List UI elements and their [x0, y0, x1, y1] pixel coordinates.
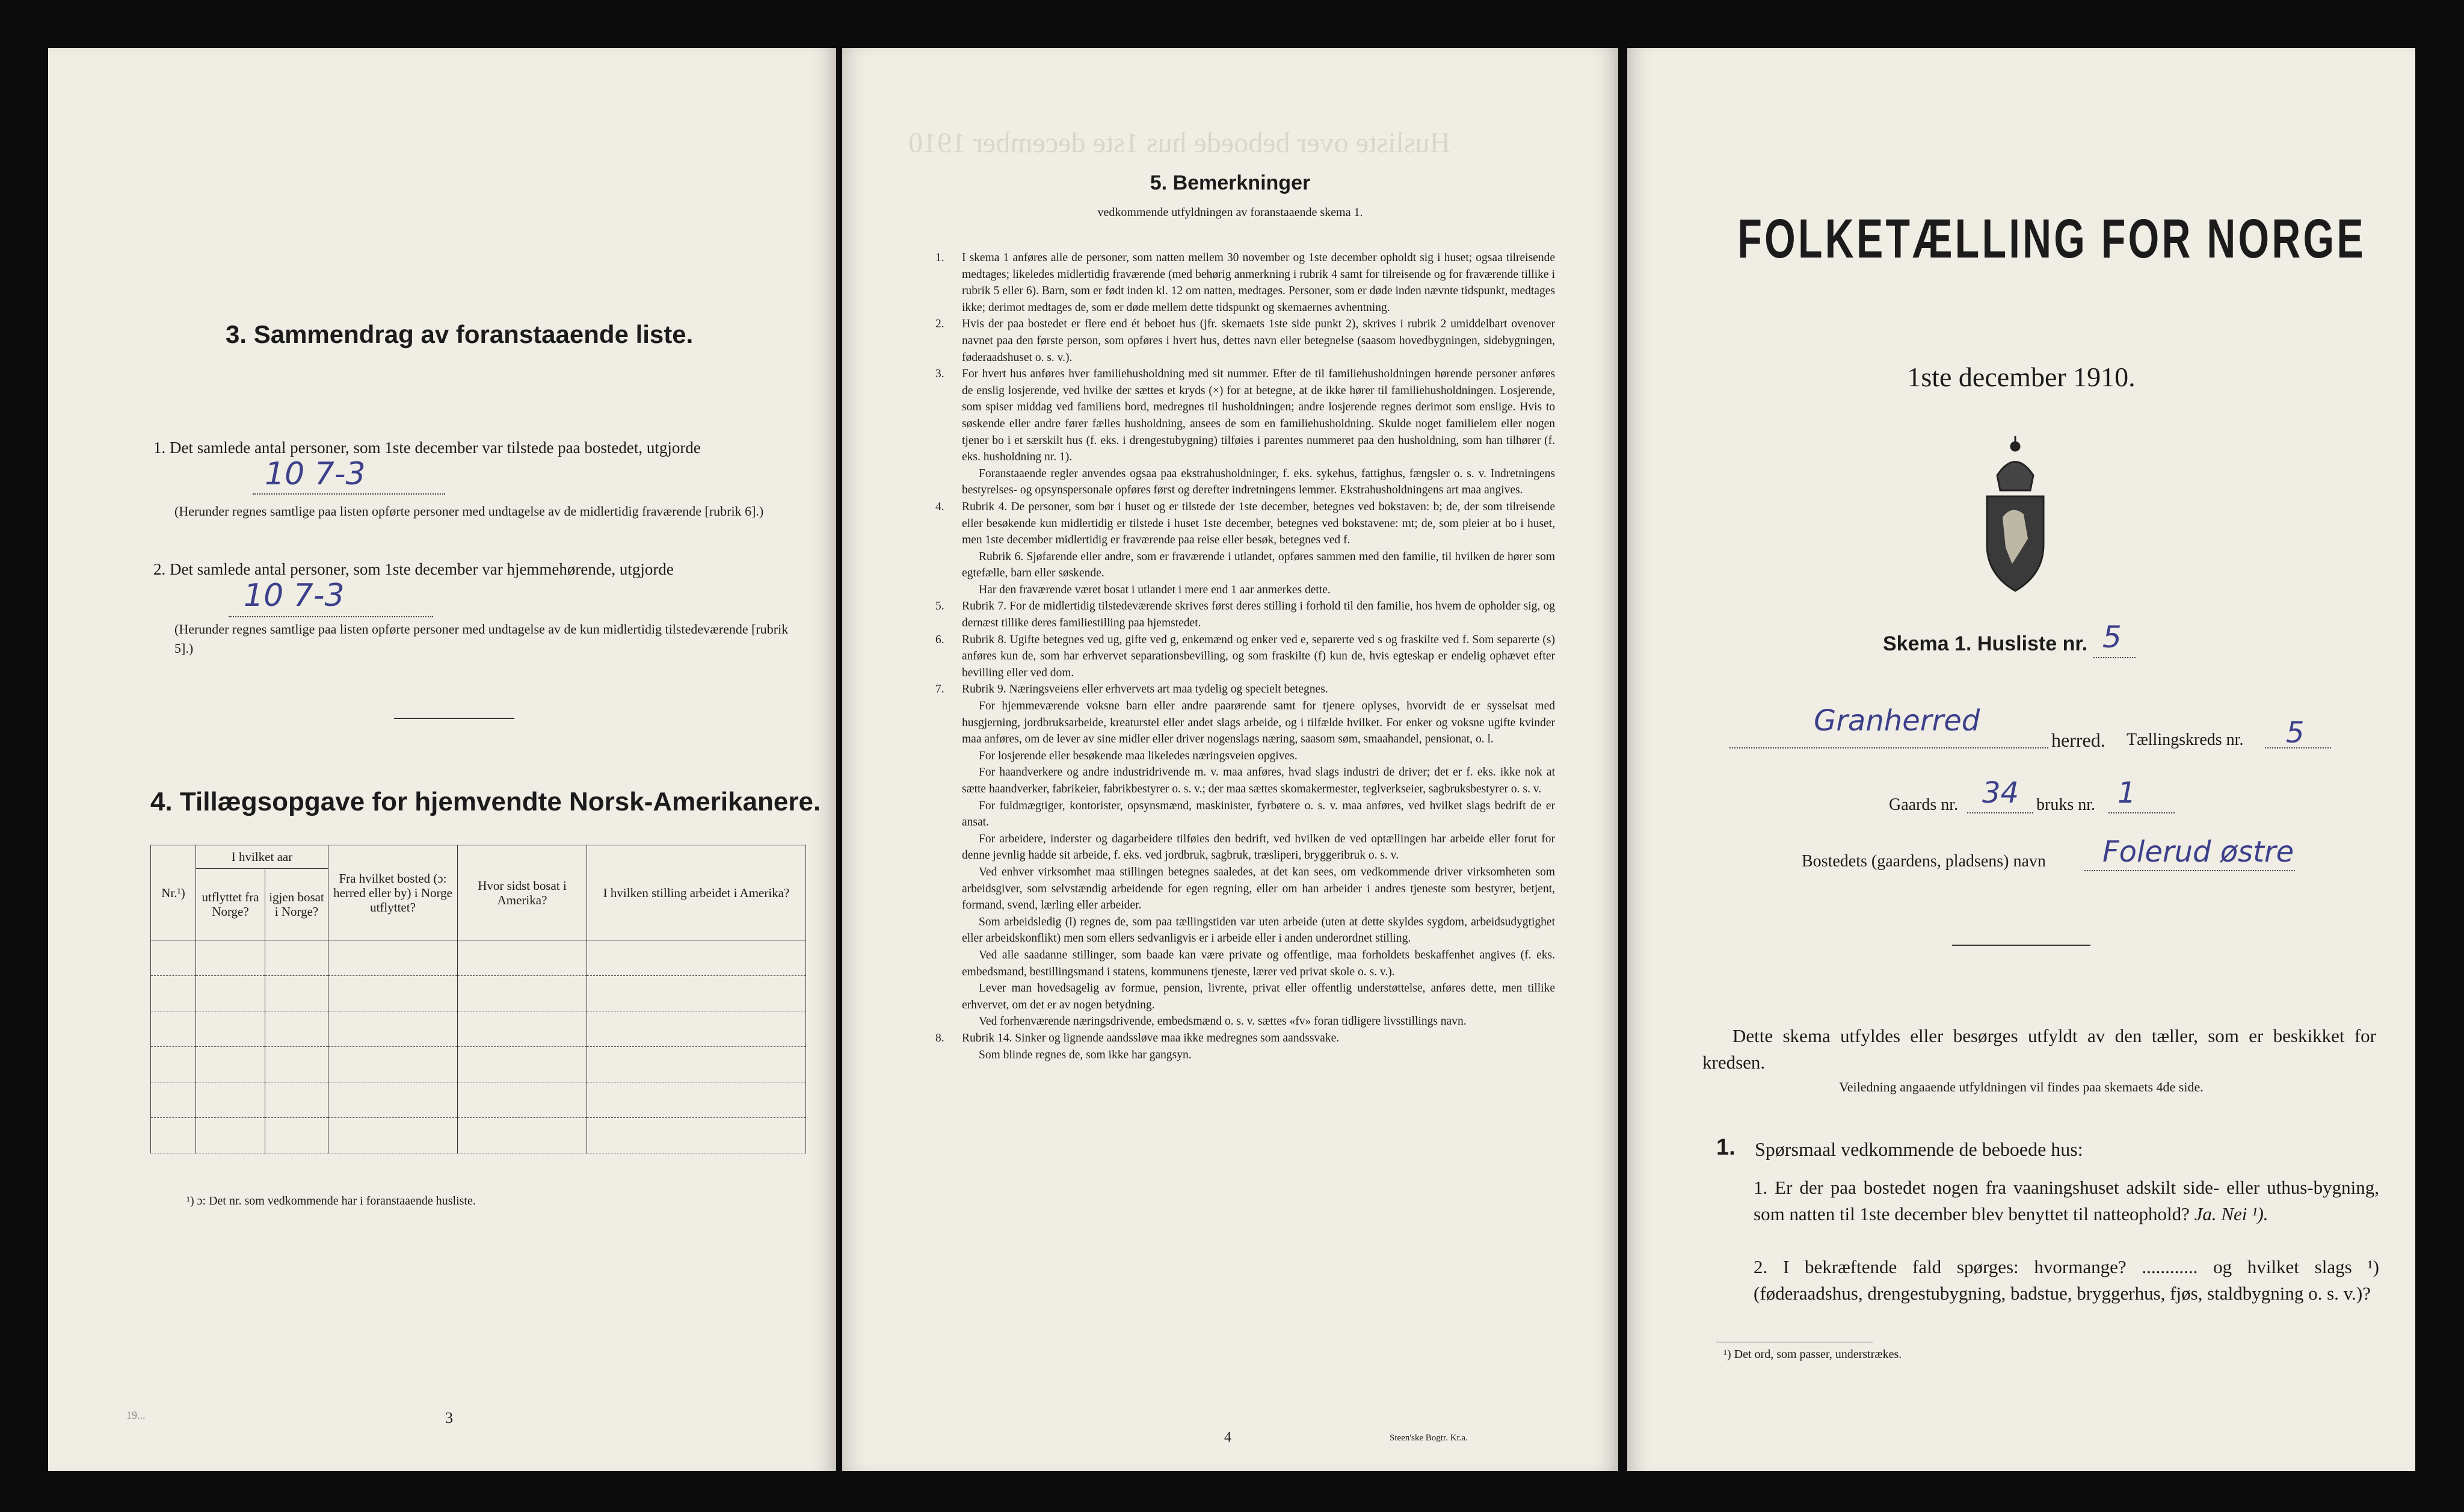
remark-item	[935, 1030, 1555, 1047]
summary-item-1	[153, 436, 803, 460]
remark-item	[935, 366, 1555, 466]
table-row	[151, 1047, 806, 1082]
summary-item-1-text: 1. Det samlede antal personer, som 1ste december var tilstede paa bostedet, utgjorde	[153, 439, 701, 457]
remark-text: Som blinde regnes de, som ikke har gangsyn.	[979, 1048, 1192, 1061]
bosted-value: Folerud østre	[2102, 835, 2294, 869]
remark-item	[935, 980, 1555, 1013]
remark-item	[935, 1013, 1555, 1030]
table-row	[151, 940, 806, 976]
question-1-text: 1. Er der paa bostedet nogen fra vaaningshuset adskilt side- eller uthus-bygning, som natten til 1ste december blev benyttet til natteophold?	[1754, 1177, 2379, 1224]
question-1-answer: Ja. Nei ¹).	[2194, 1203, 2268, 1224]
remark-text: Lever man hovedsagelig av formue, pension, livrente, privat eller offentlig understøttelse, anføres dette, men tillike erhvervet, om det er av nogen betydning.	[962, 982, 1555, 1011]
census-date: 1ste december 1910.	[1907, 362, 2136, 392]
herred-value: Granherred	[1814, 704, 1980, 738]
remark-number: 8.	[935, 1031, 944, 1045]
section-3-title: 3. Sammendrag av foranstaaende liste.	[226, 320, 694, 348]
page-number-3: 3	[445, 1409, 453, 1427]
col-nr: Nr.¹)	[151, 845, 196, 940]
bleed-through-text: Husliste over beboede hus 1ste december 1910	[908, 127, 1451, 159]
item-1-handwritten-value: 10 7-3	[265, 456, 366, 492]
question-2: 2. I bekræftende fald spørges: hvormange? ............ og hvilket slags ¹) (føderaadshus, drengestubygning, badstue, bryggerhus, fjøs, staldbygning o. s. v.)?	[1754, 1256, 2379, 1304]
page-number-4: 4	[1224, 1430, 1231, 1445]
norsk-amerikanere-table	[150, 845, 806, 1153]
table-footnote: ¹) ɔ: Det nr. som vedkommende har i foranstaaende husliste.	[186, 1194, 476, 1208]
col-group-aar: I hvilket aar	[196, 845, 328, 869]
remark-text: For fuldmægtiger, kontorister, opsynsmænd, maskinister, fyrbøtere o. s. v. maa anføres, ved hvilket slags bedrift de er ansat.	[962, 799, 1555, 829]
husliste-nr-value: 5	[2102, 620, 2122, 655]
instructions: Dette skema utfyldes eller besørges utfyldt av den tæller, som er beskikket for kredsen.	[1702, 1025, 2376, 1073]
herred-label: herred.	[2051, 729, 2105, 751]
page-3	[48, 48, 836, 1471]
kreds-line	[2265, 747, 2331, 748]
remark-item	[935, 947, 1555, 980]
remark-number: 5.	[935, 600, 944, 613]
col-utflyttet: utflyttet fra Norge?	[196, 869, 265, 940]
remark-item	[935, 764, 1555, 797]
remark-text: Ved enhver virksomhet maa stillingen betegnes saaledes, at det kan sees, om vedkommende driver virksomheten som arbeidsgiver, som selvstændig arbeidende for egen regning, eller om han arbeider i andres tjeneste som bestyrer, betjent, formand, svend, lærling eller arbeider.	[962, 865, 1555, 912]
question-heading-number: 1.	[1716, 1135, 1736, 1160]
remark-item	[935, 549, 1555, 582]
remark-text: For hjemmeværende voksne barn eller andre paarørende samt for tjenere oplyses, hvorvidt de er sysselsat med husgjerning, jordbruksarbeide, kreaturstel eller andet slags arbeide, og i tilfælde hvilket. For enker og voksne ugifte kvinder maa anføres, om de lever av sine midler eller driver nogenslags næring, saasom søm, smaahandel, pensionat, o. l.	[962, 700, 1555, 746]
remark-text: Foranstaaende regler anvendes ogsaa paa ekstrahusholdninger, f. eks. sykehus, fattighus, fængsler o. s. v. Indretningens bestyrelses- og opsynspersonale opføres først og derefter indretningens lemmer. Ekstrahusholdningens art maa angives.	[962, 467, 1555, 497]
remark-text: Rubrik 8. Ugifte betegnes ved ug, gifte ved g, enkemænd og enker ved e, separerte ved s og fraskilte ved f. Som separerte (s) anføres kun de, som har erhvervet separationsbevilling, og som fraskilte (f) kun de, hvis egteskap er endelig ophævet efter bevilling eller ved dom.	[962, 633, 1555, 679]
remark-item	[935, 1047, 1555, 1064]
remark-text: For arbeidere, inderster og dagarbeidere tilføies den bedrift, ved hvilken de ved optællingen har arbeide eller forut for denne jevnlig hadde sit arbeide, f. eks. ved jordbruk, sagbruk, træsliperi, bryggeribruk o. s. v.	[962, 832, 1555, 862]
herred-line	[1729, 747, 2048, 748]
remarks-list	[935, 250, 1555, 1063]
question-heading: Spørsmaal vedkommende de beboede hus:	[1755, 1138, 2083, 1160]
gaards-label: Gaards nr.	[1889, 795, 1959, 814]
gaards-line	[1967, 812, 2033, 813]
item-1-note: (Herunder regnes samtlige paa listen opførte personer med undtagelse av de midlertidig fraværende [rubrik 6].)	[174, 504, 764, 519]
bruks-line	[2108, 812, 2175, 813]
bosted-line	[2084, 870, 2295, 871]
table-row	[151, 1118, 806, 1153]
remark-number: 3.	[935, 368, 944, 381]
item-2-handwritten-value: 10 7-3	[244, 578, 345, 614]
main-title: FOLKETÆLLING FOR NORGE	[1737, 208, 2366, 270]
remark-item	[935, 466, 1555, 499]
col-igjen-bosat: igjen bosat i Norge?	[265, 869, 328, 940]
summary-item-2-text: 2. Det samlede antal personer, som 1ste december var hjemmehørende, utgjorde	[153, 560, 674, 578]
remark-text: Rubrik 4. De personer, som bør i huset og er tilstede der 1ste december, betegnes ved bokstaven: b; de, der som tilreisende eller besøkende kun midlertidig er tilstede i huset 1ste december, betegnes ved bokstavene: mt; de, som pleier at bo i huset, men 1ste december midlertidig er fraværende paa reise eller besøk, betegnes ved f.	[962, 500, 1555, 547]
col-sidst-bosat: Hvor sidst bosat i Amerika?	[458, 845, 587, 940]
remark-number: 7.	[935, 683, 944, 696]
remark-item	[935, 864, 1555, 914]
printer-mark: Steen'ske Bogtr. Kr.a.	[1390, 1433, 1468, 1443]
col-fra-bosted: Fra hvilket bosted (ɔ: herred eller by) i Norge utflyttet?	[328, 845, 458, 940]
col-stilling: I hvilken stilling arbeidet i Amerika?	[587, 845, 806, 940]
remark-text: For losjerende eller besøkende maa likeledes næringsveien opgives.	[979, 749, 1298, 762]
page-1	[1627, 48, 2415, 1471]
remark-text: For haandverkere og andre industridrivende m. v. maa anføres, hvad slags industri de driver; det er f. eks. ikke nok at sætte haandverker, fabrikeier, fabrikbestyrer o. s. v.; der maa sættes skomakermester, teglverkseier, sagbruksbestyrer o. s. v.	[962, 766, 1555, 795]
remark-text: Ved forhenværende næringsdrivende, embedsmænd o. s. v. sættes «fv» foran tidligere livsstillings navn.	[979, 1015, 1467, 1028]
remark-text: I skema 1 anføres alle de personer, som natten mellem 30 november og 1ste december opholdt sig i huset; ogsaa tilreisende medtages; likeledes midlertidig fraværende (med behørig anmerkning i rubrik 4 samt for tilreisende og for fraværende tillike i rubrik 5 eller 6). Barn, som er født inden kl. 12 om natten, medtages. Personer, som er døde inden nævnte tidspunkt, medtages ikke; derimot medtages de, som er døde mellem dette tidspunkt og skemaernes avhentning.	[962, 251, 1555, 314]
remark-text: Rubrik 14. Sinker og lignende aandssløve maa ikke medregnes som aandssvake.	[962, 1031, 1340, 1045]
remark-text: Som arbeidsledig (l) regnes de, som paa tællingstiden var uten arbeide (uten at dette skyldes sygdom, arbeidsudygtighet eller arbeidskonflikt) men som ellers sedvanligvis er i arbeide eller i anden underordnet stilling.	[962, 915, 1555, 945]
page-1-footnote: ¹) Det ord, som passer, understrækes.	[1723, 1348, 1902, 1361]
remark-item	[935, 250, 1555, 316]
remark-item	[935, 582, 1555, 599]
bosted-label: Bostedets (gaardens, pladsens) navn	[1802, 852, 2046, 871]
remark-text: For hvert hus anføres hver familiehusholdning med sit nummer. Efter de til familiehusholdningen hørende personer anføres de enslig losjerende, ved hvilke der sættes et kryds (×) for at betegne, at de ikke hører til familiehusholdningen. Losjerende, som spiser middag ved familiens bord, medregnes til husholdningen; andre losjerende regnes derimot som enslige. Hvis to søskende eller andre fører fælles husholdning, ansees de som en familiehusholdning. Skulde noget familielem eller nogen tjener bo i et særskilt hus (f. eks. i drengestubygning) tilføies i parentes nummeret paa den husholdning, som han tilhører (f. eks. husholdning nr. 1).	[962, 368, 1555, 464]
coat-of-arms-icon	[1976, 433, 2054, 596]
remark-item	[935, 831, 1555, 864]
item-2-dotted-line	[229, 616, 433, 617]
kreds-value: 5	[2286, 716, 2305, 750]
remark-text: Rubrik 7. For de midlertidig tilstedeværende skrives først deres stilling i forhold til den familie, hos hvem de opholder sig, og dernæst tillike deres familiestilling paa hjemstedet.	[962, 600, 1555, 630]
remark-item	[935, 914, 1555, 947]
ornament-divider	[1952, 945, 2090, 946]
remark-text: Rubrik 9. Næringsveiens eller erhvervets art maa tydelig og specielt betegnes.	[962, 683, 1328, 696]
remark-number: 4.	[935, 500, 944, 513]
remark-item	[935, 698, 1555, 748]
remark-number: 2.	[935, 318, 944, 331]
kreds-label: Tællingskreds nr.	[2127, 730, 2244, 749]
bruks-value: 1	[2118, 776, 2136, 810]
remark-item	[935, 681, 1555, 698]
remarks-title: 5. Bemerkninger	[1150, 171, 1311, 194]
skema-label: Skema 1. Husliste nr.	[1883, 632, 2088, 655]
remark-item	[935, 598, 1555, 631]
guidance: Veiledning angaaende utfyldningen vil findes paa skemaets 4de side.	[1839, 1079, 2204, 1094]
bruks-label: bruks nr.	[2036, 795, 2095, 814]
remark-text: Har den fraværende været bosat i utlandet i mere end 1 aar anmerkes dette.	[979, 583, 1331, 596]
table-row	[151, 1011, 806, 1047]
remark-text: Hvis der paa bostedet er flere end ét beboet hus (jfr. skemaets 1ste side punkt 2), skrives i rubrik 2 umiddelbart ovenover navnet paa den første person, som opføres i hvert hus, dettes navn eller betegnelse (saasom hovedbygningen, sidebygningen, føderaadshuset o. s. v.).	[962, 318, 1555, 364]
remark-text: Rubrik 6. Sjøfarende eller andre, som er fraværende i utlandet, opføres sammen med den familie, til hvilken de hører som egtefælle, barn eller søskende.	[962, 550, 1555, 580]
husliste-nr-line	[2093, 657, 2136, 658]
remarks-subtitle: vedkommende utfyldningen av foranstaaende skema 1.	[1097, 206, 1363, 219]
question-1	[1754, 1174, 2379, 1227]
table-row	[151, 976, 806, 1011]
remark-item	[935, 632, 1555, 682]
remark-number: 1.	[935, 251, 944, 264]
item-1-dotted-line	[253, 493, 445, 495]
remark-item	[935, 499, 1555, 549]
remark-item	[935, 748, 1555, 765]
gaards-value: 34	[1982, 776, 2019, 810]
remark-item	[935, 798, 1555, 831]
remark-number: 6.	[935, 633, 944, 646]
remark-text: Ved alle saadanne stillinger, som baade kan være private og offentlige, maa forholdets beskaffenhet angives (f. eks. embedsmand, bestillingsmand i statens, kommunens tjeneste, lærer ved privat skole o. s. v.).	[962, 948, 1555, 978]
section-divider	[394, 718, 514, 719]
item-2-note: (Herunder regnes samtlige paa listen opførte personer med undtagelse av de kun midlertidig tilstedeværende [rubrik 5].)	[174, 622, 789, 656]
table-row	[151, 1082, 806, 1118]
remark-item	[935, 316, 1555, 366]
corner-mark: 19...	[126, 1409, 146, 1421]
page-4	[842, 48, 1618, 1471]
section-4-title: 4. Tillægsopgave for hjemvendte Norsk-Amerikanere.	[150, 787, 821, 816]
